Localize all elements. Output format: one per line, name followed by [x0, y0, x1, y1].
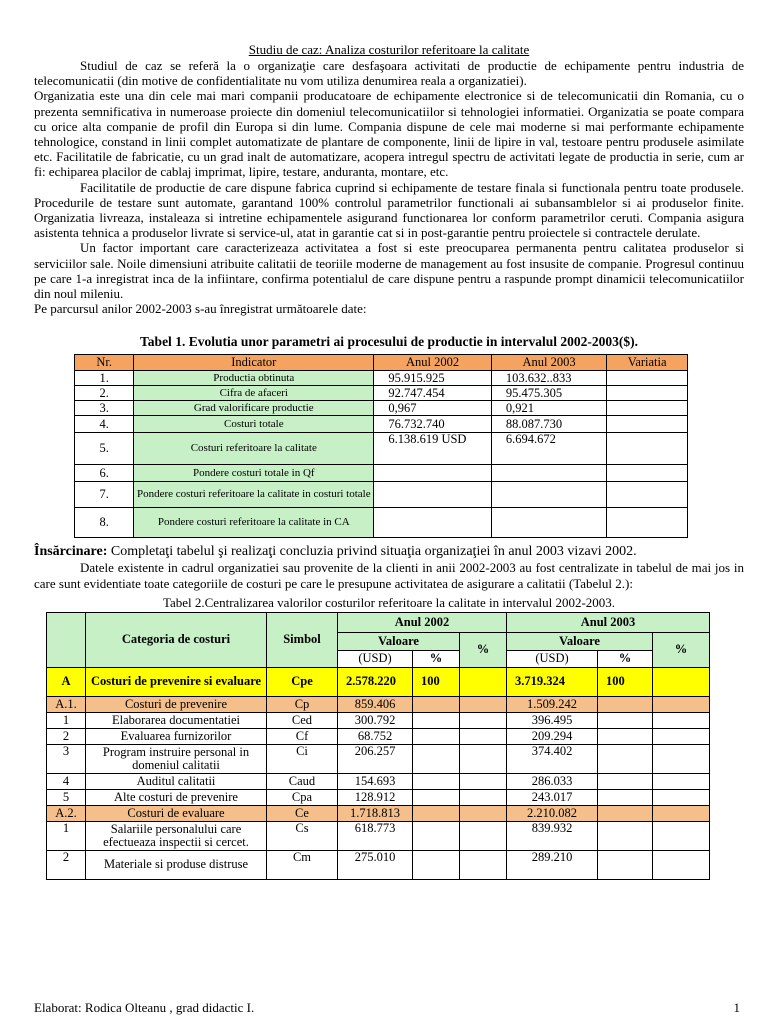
table2-header-usd-2003: (USD): [507, 650, 598, 667]
table2-caption: Tabel 2.Centralizarea valorilor costurilor referitoare la calitate in intervalul 2002-2003.: [162, 594, 616, 610]
table1-cell-2003: 0,921: [491, 401, 606, 416]
task-paragraph: [34, 544, 744, 560]
table2-cell-value-2002: 300.792: [338, 712, 413, 728]
table2-cell-symbol: Ci: [267, 744, 338, 773]
table2-cell-code: 3: [47, 744, 86, 773]
table2-header-category: Categoria de costuri: [86, 612, 267, 667]
table2-cell-pct-2002: 100: [413, 667, 460, 696]
table2: [46, 612, 710, 880]
table2-header-pct-2002: %: [460, 632, 507, 667]
table2-cell-value-2002: 68.752: [338, 728, 413, 744]
table1-cell-indicator: Grad valorificare productie: [134, 401, 374, 416]
paragraph-organization: Organizatia este una din cele mai mari companii producatoare de echipamente electronice si de telecomunicatii din Romania, cu o prezenta semnificativa in numeroase proiecte din domeniul telecomunicatiilor si tehnologiei informatiei. Organizatia se poate compara cu orice alta companie de profil din Europa si din lume. Compania dispune de cele mai moderne si mai performante echipamente tehnologice, constand in linii complet automatizate de plantare de componente, linii de lipire in val, testoare pentru produsele asimilate etc. Facilitatile de fabricatie, cu un grad inalt de automatizare, acopera intregul spectru de activitati legate de productia in serie, cum ar fi: echiparea placilor de cablaj imprimat, lipire, testare, anduranta, montare, etc.: [34, 88, 744, 180]
table2-cell-pct-2003: [598, 805, 653, 821]
table2-cell-symbol: Caud: [267, 773, 338, 789]
table1-cell-variatia: [607, 416, 688, 433]
table2-cell-pct-total-2003: [653, 712, 710, 728]
table2-cell-symbol: Cpe: [267, 667, 338, 696]
table2-cell-pct-total-2003: [653, 773, 710, 789]
page-footer: [34, 1000, 744, 1016]
table2-row: [47, 744, 710, 773]
table1-cell-nr: 3.: [75, 401, 134, 416]
table2-cell-pct-2003: [598, 773, 653, 789]
table1-cell-indicator: Cifra de afaceri: [134, 386, 374, 401]
table1-row: [75, 508, 688, 538]
table1-header-row: [75, 355, 688, 371]
table2-cell-value-2002: 2.578.220: [338, 667, 413, 696]
table2-cell-value-2003: 209.294: [507, 728, 598, 744]
table2-cell-category: Evaluarea furnizorilor: [86, 728, 267, 744]
table2-cell-pct-2003: 100: [598, 667, 653, 696]
table1-row: [75, 433, 688, 465]
table2-cell-pct-2002: [413, 773, 460, 789]
table2-cell-symbol: Ced: [267, 712, 338, 728]
table1-cell-2002: [374, 465, 491, 482]
table2-cell-code: 1: [47, 821, 86, 850]
table2-cell-pct-total-2002: [460, 789, 507, 805]
table2-body: [47, 667, 710, 879]
table2-cell-code: 1: [47, 712, 86, 728]
table2-cell-pct-total-2003: [653, 728, 710, 744]
table1-cell-2003: 95.475.305: [491, 386, 606, 401]
table1-header-nr: Nr.: [75, 355, 134, 371]
table1-cell-nr: 4.: [75, 416, 134, 433]
task-text: Completaţi tabelul şi realizaţi concluzia privind situaţia organizaţiei în anul 2003 vizavi 2002.: [107, 544, 637, 560]
table2-cell-code: A.1.: [47, 696, 86, 712]
table1-cell-2003: [491, 482, 606, 508]
table2-cell-pct-total-2003: [653, 744, 710, 773]
table1-cell-variatia: [607, 465, 688, 482]
table2-cell-code: 2: [47, 850, 86, 879]
paragraph-quality: Un factor important care caracterizeaza activitatea a fost si este preocuparea permanenta pentru calitatea produselor si serviciilor sale. Noile dimensiuni atribuite calitatii de teoriile moderne de management au fost insusite de companie. Progresul continuu pe care 1-a inregistrat inca de la infiintare, confirma potentialul de care dispune pentru a raspunde prompt dinamicii telecomunicatiilor din noul mileniu.: [34, 240, 744, 302]
table1-cell-variatia: [607, 482, 688, 508]
table2-cell-value-2003: 243.017: [507, 789, 598, 805]
table2-cell-symbol: Cpa: [267, 789, 338, 805]
table1-caption: Tabel 1. Evolutia unor parametri ai procesului de productie in intervalul 2002-2003($).: [140, 334, 638, 350]
table2-cell-pct-2002: [413, 728, 460, 744]
table2-cell-value-2003: 1.509.242: [507, 696, 598, 712]
table2-cell-pct-total-2003: [653, 667, 710, 696]
table2-cell-symbol: Ce: [267, 805, 338, 821]
table2-cell-pct-2003: [598, 712, 653, 728]
table2-cell-pct-total-2002: [460, 744, 507, 773]
paragraph-intro: Studiul de caz se referă la o organizaţie care desfaşoara activitati de productie de echipamente pentru industria de telecomunicatii (din motive de confidentialitate nu vom utiliza denumirea reala a organizatiei).: [34, 58, 744, 89]
table2-cell-symbol: Cs: [267, 821, 338, 850]
table2-row: [47, 850, 710, 879]
table2-cell-value-2003: 286.033: [507, 773, 598, 789]
table1-header-indicator: Indicator: [134, 355, 374, 371]
table1-cell-2003: [491, 465, 606, 482]
table1-row: [75, 401, 688, 416]
table2-cell-category: Elaborarea documentatiei: [86, 712, 267, 728]
table2-row: [47, 773, 710, 789]
table2-cell-pct-total-2003: [653, 821, 710, 850]
footer-author: Elaborat: Rodica Olteanu , grad didactic I.: [34, 1000, 255, 1015]
table1-cell-2003: 6.694.672: [491, 433, 606, 465]
table2-cell-pct-total-2003: [653, 789, 710, 805]
task-label: Însărcinare:: [34, 544, 108, 560]
table2-cell-pct-total-2002: [460, 850, 507, 879]
table2-cell-pct-2002: [413, 850, 460, 879]
table1-cell-indicator: Productia obtinuta: [134, 371, 374, 386]
table1-cell-indicator: Pondere costuri totale in Qf: [134, 465, 374, 482]
table2-cell-pct-2003: [598, 728, 653, 744]
table1-cell-2002: 0,967: [374, 401, 491, 416]
table1-body: [75, 371, 688, 538]
table1-header-2002: Anul 2002: [374, 355, 491, 371]
table2-header-valoare-2003: Valoare: [507, 632, 653, 650]
table1-cell-2002: 76.732.740: [374, 416, 491, 433]
table2-cell-pct-total-2003: [653, 805, 710, 821]
document-page: [34, 42, 744, 880]
table2-cell-value-2003: 839.932: [507, 821, 598, 850]
table2-cell-category: Costuri de evaluare: [86, 805, 267, 821]
table2-header-row-1: [47, 612, 710, 632]
table1-row: [75, 416, 688, 433]
table2-row: [47, 712, 710, 728]
table1-cell-nr: 8.: [75, 508, 134, 538]
table1-cell-indicator: Pondere costuri referitoare la calitate in costuri totale: [134, 482, 374, 508]
table2-cell-pct-total-2002: [460, 821, 507, 850]
table2-cell-value-2002: 206.257: [338, 744, 413, 773]
table2-cell-code: 4: [47, 773, 86, 789]
table2-cell-pct-2002: [413, 805, 460, 821]
table2-cell-symbol: Cm: [267, 850, 338, 879]
table2-row: [47, 821, 710, 850]
table2-row: [47, 696, 710, 712]
table2-cell-pct-2002: [413, 789, 460, 805]
table1-cell-nr: 6.: [75, 465, 134, 482]
table2-row: [47, 667, 710, 696]
paragraph-facilities: Facilitatile de productie de care dispune fabrica cuprind si echipamente de testare finala si functionala pentru toate produsele. Procedurile de testare sunt automate, garantand 100% controlul parametrilor functionali ai subansamblelor si ai produselor finite. Organizatia livreaza, instaleaza si intretine echipamentele asigurand functionarea lor conform parametrilor ceruti. Compania asigura asistenta tehnica a produselor livrate si service-ul, atat in garantie cat si in post-garantie pentru proiectele si contractele derulate.: [34, 179, 744, 241]
table1-row: [75, 482, 688, 508]
table1: [74, 354, 688, 538]
table2-cell-pct-total-2002: [460, 667, 507, 696]
table2-row: [47, 789, 710, 805]
table2-cell-code: 5: [47, 789, 86, 805]
table2-header-symbol: Simbol: [267, 612, 338, 667]
table2-cell-value-2002: 154.693: [338, 773, 413, 789]
table1-cell-nr: 1.: [75, 371, 134, 386]
table2-cell-pct-total-2002: [460, 773, 507, 789]
table1-cell-variatia: [607, 371, 688, 386]
table2-cell-value-2003: 2.210.082: [507, 805, 598, 821]
table2-cell-pct-2003: [598, 789, 653, 805]
table1-row: [75, 386, 688, 401]
table1-header-variatia: Variatia: [607, 355, 688, 371]
table1-cell-indicator: Costuri totale: [134, 416, 374, 433]
table1-cell-variatia: [607, 401, 688, 416]
page-title: Studiu de caz: Analiza costurilor referitoare la calitate: [248, 42, 530, 57]
table1-cell-2003: 103.632..833: [491, 371, 606, 386]
table1-cell-variatia: [607, 508, 688, 538]
table1-cell-nr: 2.: [75, 386, 134, 401]
table2-cell-pct-2003: [598, 744, 653, 773]
table2-header-usd-2002: (USD): [338, 650, 413, 667]
table2-row: [47, 805, 710, 821]
table2-cell-pct-total-2002: [460, 805, 507, 821]
table2-cell-pct-total-2002: [460, 728, 507, 744]
table1-header-2003: Anul 2003: [491, 355, 606, 371]
paragraph-table2-intro: Datele existente in cadrul organizatiei sau provenite de la clienti in anii 2002-2003 au fost centralizate in tabelul de mai jos in care sunt evidentiate toate categoriile de costuri pe care le presupune activitatea de asigurare a calitatii (Tabelul 2.):: [34, 560, 744, 591]
table1-cell-2003: 88.087.730: [491, 416, 606, 433]
table2-cell-category: Auditul calitatii: [86, 773, 267, 789]
table2-cell-code: A.2.: [47, 805, 86, 821]
table1-cell-2002: 6.138.619 USD: [374, 433, 491, 465]
table2-cell-symbol: Cp: [267, 696, 338, 712]
table1-cell-nr: 7.: [75, 482, 134, 508]
table1-cell-2002: 92.747.454: [374, 386, 491, 401]
table2-cell-code: A: [47, 667, 86, 696]
table2-cell-pct-2002: [413, 712, 460, 728]
table2-cell-value-2002: 618.773: [338, 821, 413, 850]
table2-cell-pct-total-2002: [460, 712, 507, 728]
table2-cell-category: Alte costuri de prevenire: [86, 789, 267, 805]
table1-cell-indicator: Costuri referitoare la calitate: [134, 433, 374, 465]
table2-cell-value-2003: 3.719.324: [507, 667, 598, 696]
table1-cell-2002: [374, 482, 491, 508]
table2-cell-value-2003: 289.210: [507, 850, 598, 879]
table2-cell-pct-2003: [598, 850, 653, 879]
table1-row: [75, 371, 688, 386]
table2-cell-value-2002: 1.718.813: [338, 805, 413, 821]
table2-cell-pct-total-2003: [653, 850, 710, 879]
table2-header-pct-sub-2003: %: [598, 650, 653, 667]
table2-cell-pct-2003: [598, 821, 653, 850]
table2-cell-code: 2: [47, 728, 86, 744]
table1-cell-variatia: [607, 386, 688, 401]
table2-row: [47, 728, 710, 744]
table1-cell-variatia: [607, 433, 688, 465]
page-number: 1: [733, 1000, 740, 1015]
paragraph-data-intro: Pe parcursul anilor 2002-2003 s-au înregistrat următoarele date:: [34, 301, 367, 317]
table2-cell-value-2002: 859.406: [338, 696, 413, 712]
table2-cell-category: Costuri de prevenire: [86, 696, 267, 712]
table2-cell-value-2002: 128.912: [338, 789, 413, 805]
table2-cell-pct-2002: [413, 696, 460, 712]
table2-cell-category: Program instruire personal in domeniul calitatii: [86, 744, 267, 773]
table2-cell-value-2002: 275.010: [338, 850, 413, 879]
table2-header-valoare-2002: Valoare: [338, 632, 460, 650]
table2-header-pct-2003: %: [653, 632, 710, 667]
table1-row: [75, 465, 688, 482]
table2-cell-pct-2002: [413, 744, 460, 773]
table2-cell-value-2003: 396.495: [507, 712, 598, 728]
table1-cell-indicator: Pondere costuri referitoare la calitate in CA: [134, 508, 374, 538]
table2-header-year-2002: Anul 2002: [338, 612, 507, 632]
table2-cell-symbol: Cf: [267, 728, 338, 744]
table2-cell-pct-2002: [413, 821, 460, 850]
table2-cell-category: Materiale si produse distruse: [86, 850, 267, 879]
table2-cell-category: Salariile personalului care efectueaza inspectii si cercet.: [86, 821, 267, 850]
table2-header-code: [47, 612, 86, 667]
table2-cell-value-2003: 374.402: [507, 744, 598, 773]
table2-cell-category: Costuri de prevenire si evaluare: [86, 667, 267, 696]
table2-cell-pct-total-2003: [653, 696, 710, 712]
table1-cell-2002: [374, 508, 491, 538]
table2-cell-pct-2003: [598, 696, 653, 712]
table2-cell-pct-total-2002: [460, 696, 507, 712]
table2-header-pct-sub-2002: %: [413, 650, 460, 667]
table1-cell-nr: 5.: [75, 433, 134, 465]
table2-header-year-2003: Anul 2003: [507, 612, 710, 632]
table1-cell-2002: 95.915.925: [374, 371, 491, 386]
table1-cell-2003: [491, 508, 606, 538]
